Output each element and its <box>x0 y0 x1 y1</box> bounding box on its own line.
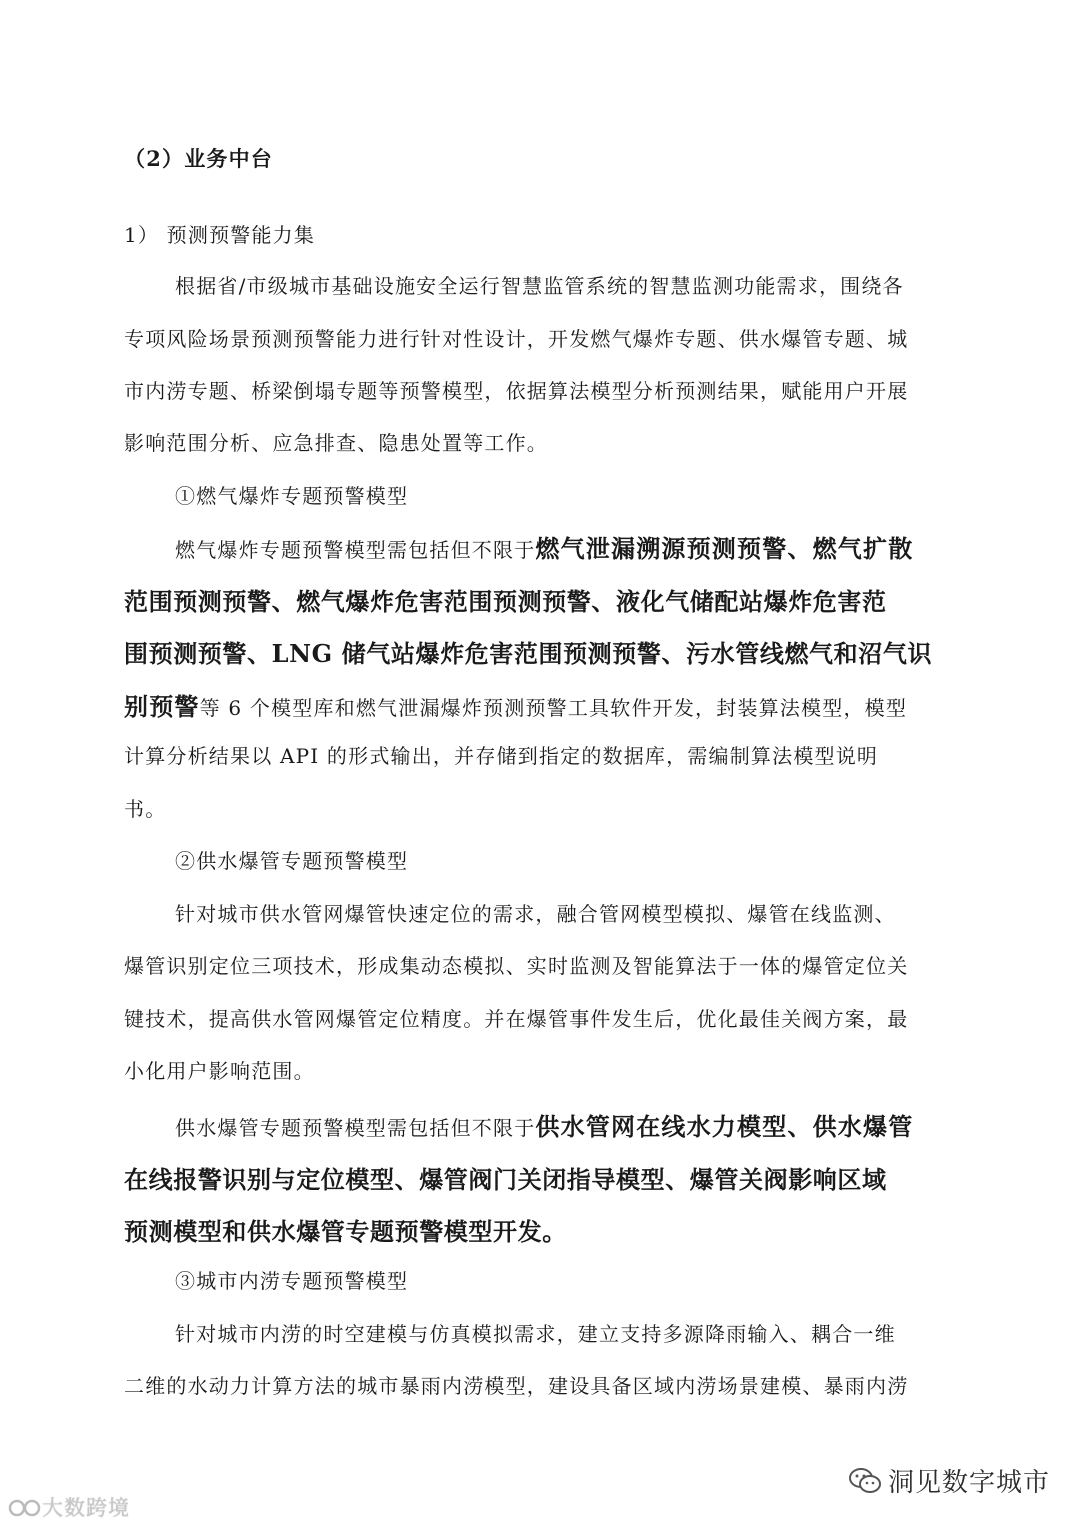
item2-title: ②供水爆管专题预警模型 <box>175 849 409 873</box>
item1-paragraph-line: 书。 <box>124 797 167 821</box>
corner-watermark <box>8 1492 130 1522</box>
item2-paragraph-line: 针对城市供水管网爆管快速定位的需求，融合管网模型模拟、爆管在线监测、 <box>175 902 896 926</box>
item2-paragraph-line: 预测模型和供水爆管专题预警模型开发。 <box>124 1217 567 1246</box>
item1-paragraph-line <box>0 529 1080 564</box>
item1-normal-text: 等 6 个模型库和燃气泄漏爆炸预测预警工具软件开发，封装算法模型，模型 <box>199 696 908 720</box>
item3-paragraph-line: 二维的水动力计算方法的城市暴雨内涝模型，建设具备区域内涝场景建模、暴雨内涝 <box>124 1374 909 1398</box>
intro-paragraph-line: 根据省/市级城市基础设施安全运行智慧监管系统的智慧监测功能需求，围绕各 <box>175 274 904 298</box>
item2-normal-text: 供水爆管专题预警模型需包括但不限于 <box>175 1116 536 1140</box>
item1-paragraph-line: 围预测预警、LNG 储气站爆炸危害范围预测预警、污水管线燃气和沼气识 <box>124 639 933 668</box>
item1-bold-text: 燃气泄漏溯源预测预警、燃气扩散 <box>535 534 914 563</box>
item2-bold-text: 供水管网在线水力模型、供水爆管 <box>535 1112 914 1141</box>
intro-paragraph-line: 影响范围分析、应急排查、隐患处置等工作。 <box>124 431 548 455</box>
wechat-watermark-text: 洞见数字城市 <box>887 1468 1050 1498</box>
item2-paragraph-line <box>0 1107 1080 1142</box>
item2-paragraph-line: 在线报警识别与定位模型、爆管阀门关闭指导模型、爆管关阀影响区域 <box>124 1165 887 1194</box>
item1-bold-text: 别预警 <box>124 692 200 721</box>
wechat-watermark <box>848 1462 1050 1499</box>
logo-icon <box>8 1498 42 1518</box>
subsection-heading: 1） 预测预警能力集 <box>124 223 316 247</box>
intro-paragraph-line: 专项风险场景预测预警能力进行针对性设计，开发燃气爆炸专题、供水爆管专题、城 <box>124 327 909 351</box>
section-heading: （2）业务中台 <box>124 146 274 171</box>
intro-paragraph-line: 市内涝专题、桥梁倒塌专题等预警模型，依据算法模型分析预测结果，赋能用户开展 <box>124 379 909 403</box>
item2-paragraph-line: 小化用户影响范围。 <box>124 1059 315 1083</box>
item1-normal-text: 燃气爆炸专题预警模型需包括但不限于 <box>175 538 536 562</box>
item3-paragraph-line: 针对城市内涝的时空建模与仿真模拟需求，建立支持多源降雨输入、耦合一维 <box>175 1322 896 1346</box>
item1-paragraph-line <box>0 687 1080 722</box>
wechat-icon <box>848 1466 882 1496</box>
item1-title: ①燃气爆炸专题预警模型 <box>175 484 409 508</box>
item1-paragraph-line: 计算分析结果以 API 的形式输出，并存储到指定的数据库，需编制算法模型说明 <box>124 744 879 768</box>
item2-paragraph-line: 爆管识别定位三项技术，形成集动态模拟、实时监测及智能算法于一体的爆管定位关 <box>124 954 909 978</box>
item3-title: ③城市内涝专题预警模型 <box>175 1269 409 1293</box>
item1-paragraph-line: 范围预测预警、燃气爆炸危害范围预测预警、液化气储配站爆炸危害范 <box>124 587 887 616</box>
corner-watermark-text: 大数跨境 <box>42 1496 130 1520</box>
item2-paragraph-line: 键技术，提高供水管网爆管定位精度。并在爆管事件发生后，优化最佳关阀方案，最 <box>124 1007 909 1031</box>
